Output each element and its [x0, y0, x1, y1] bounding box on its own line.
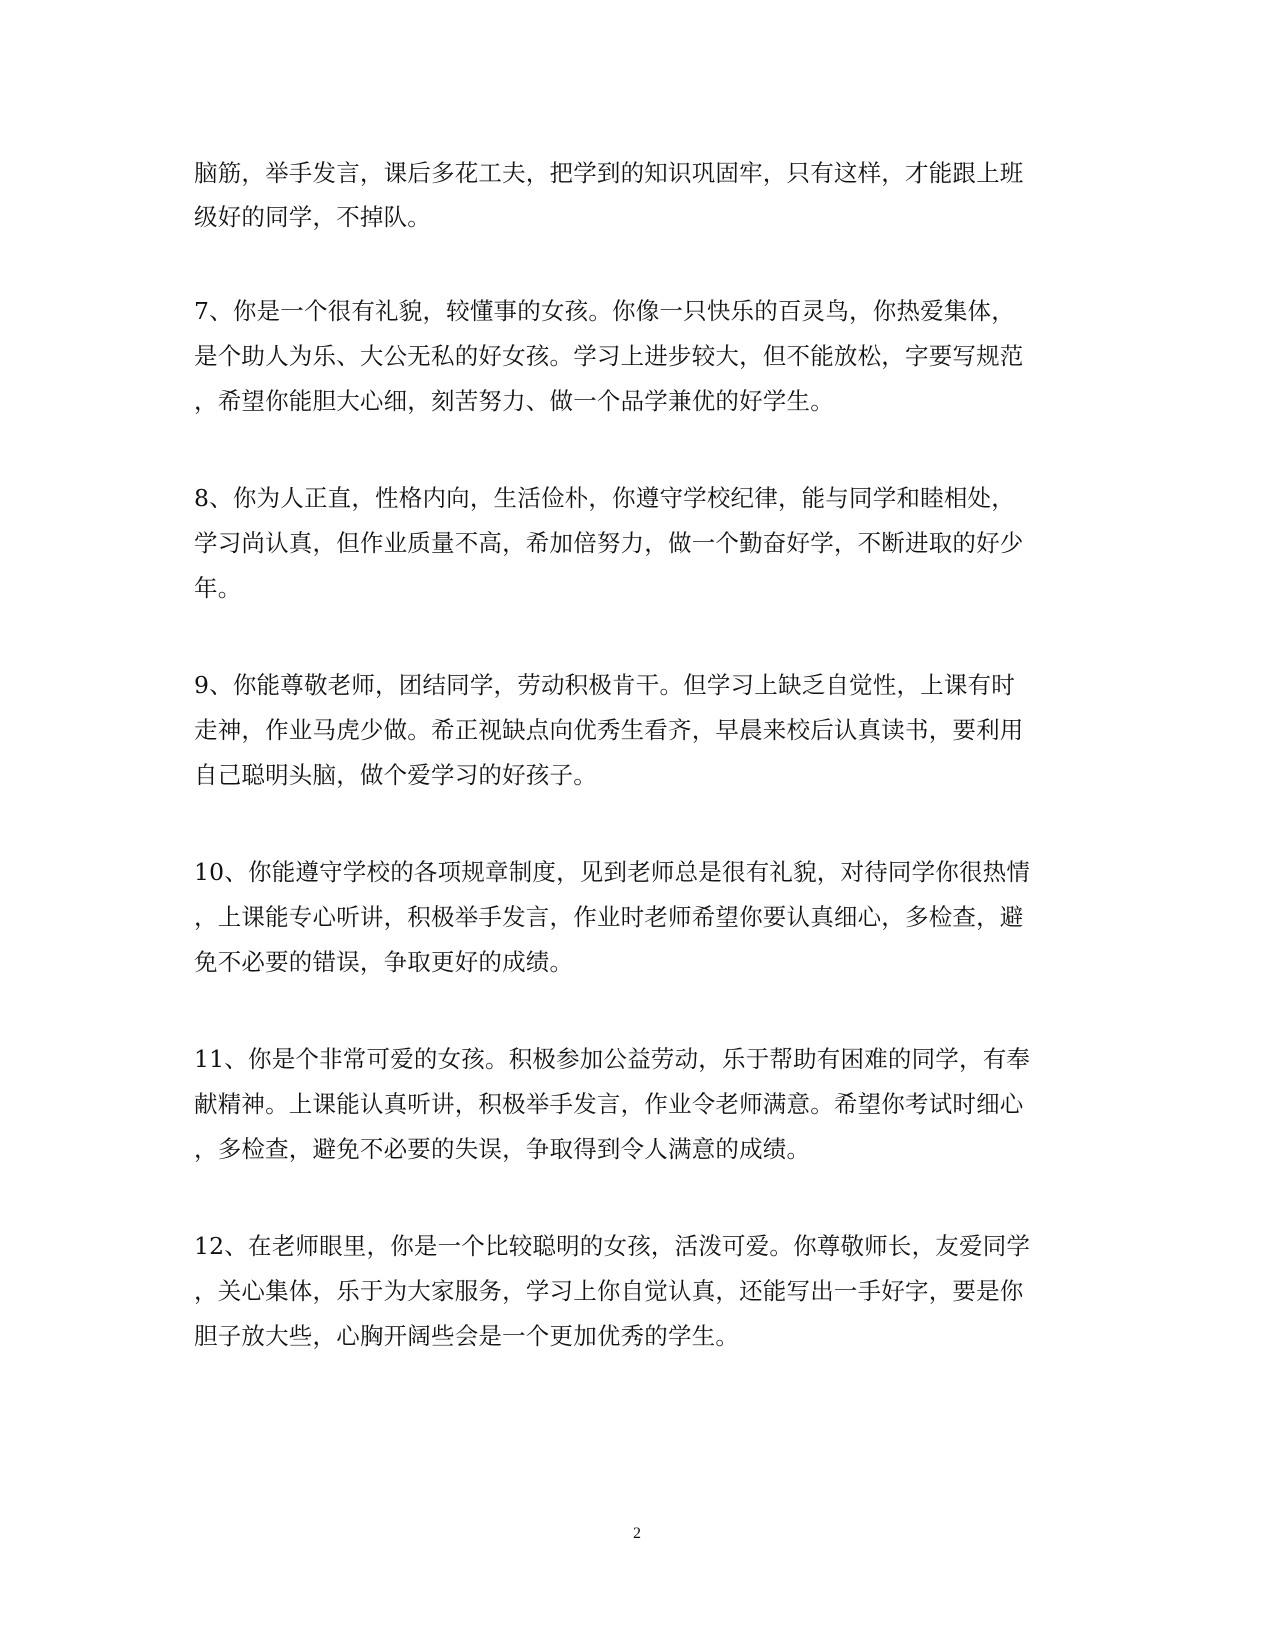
- paragraph-4-line-3: 自己聪明头脑，做个爱学习的好孩子。: [194, 761, 597, 789]
- paragraph-5-line-3: 免不必要的错误，争取更好的成绩。: [194, 948, 574, 976]
- page-number: 2: [633, 1525, 641, 1542]
- paragraph-5-line-1: 10、你能遵守学校的各项规章制度，见到老师总是很有礼貌，对待同学你很热情: [194, 858, 1031, 886]
- paragraph-1-line-1: 脑筋，举手发言，课后多花工夫，把学到的知识巩固牢，只有这样，才能跟上班: [194, 159, 1024, 187]
- paragraph-3-line-1: 8、你为人正直，性格内向，生活俭朴，你遵守学校纪律，能与同学和睦相处，: [194, 484, 1015, 512]
- paragraph-2-line-2: 是个助人为乐、大公无私的好女孩。学习上进步较大，但不能放松，字要写规范: [194, 342, 1024, 370]
- paragraph-6-line-1: 11、你是个非常可爱的女孩。积极参加公益劳动，乐于帮助有困难的同学，有奉: [194, 1045, 1031, 1073]
- paragraph-5-line-2: ，上课能专心听讲，积极举手发言，作业时老师希望你要认真细心，多检查，避: [194, 903, 1024, 931]
- paragraph-7-line-2: ，关心集体，乐于为大家服务，学习上你自觉认真，还能写出一手好字，要是你: [194, 1277, 1024, 1305]
- paragraph-7-line-1: 12、在老师眼里，你是一个比较聪明的女孩，活泼可爱。你尊敬师长，友爱同学: [194, 1232, 1031, 1260]
- paragraph-3-line-2: 学习尚认真，但作业质量不高，希加倍努力，做一个勤奋好学，不断进取的好少: [194, 529, 1024, 557]
- paragraph-2-line-3: ，希望你能胆大心细，刻苦努力、做一个品学兼优的好学生。: [194, 387, 834, 415]
- paragraph-4-line-1: 9、你能尊敬老师，团结同学，劳动积极肯干。但学习上缺乏自觉性，上课有时: [194, 671, 1015, 699]
- paragraph-7-line-3: 胆子放大些，心胸开阔些会是一个更加优秀的学生。: [194, 1322, 740, 1350]
- paragraph-2-line-1: 7、你是一个很有礼貌，较懂事的女孩。你像一只快乐的百灵鸟，你热爱集体，: [194, 297, 1015, 325]
- paragraph-6-line-2: 献精神。上课能认真听讲，积极举手发言，作业令老师满意。希望你考试时细心: [194, 1090, 1024, 1118]
- paragraph-3-line-3: 年。: [194, 574, 242, 602]
- paragraph-6-line-3: ，多检查，避免不必要的失误，争取得到令人满意的成绩。: [194, 1135, 811, 1163]
- paragraph-4-line-2: 走神，作业马虎少做。希正视缺点向优秀生看齐，早晨来校后认真读书，要利用: [194, 716, 1024, 744]
- paragraph-1-line-2: 级好的同学，不掉队。: [194, 203, 431, 231]
